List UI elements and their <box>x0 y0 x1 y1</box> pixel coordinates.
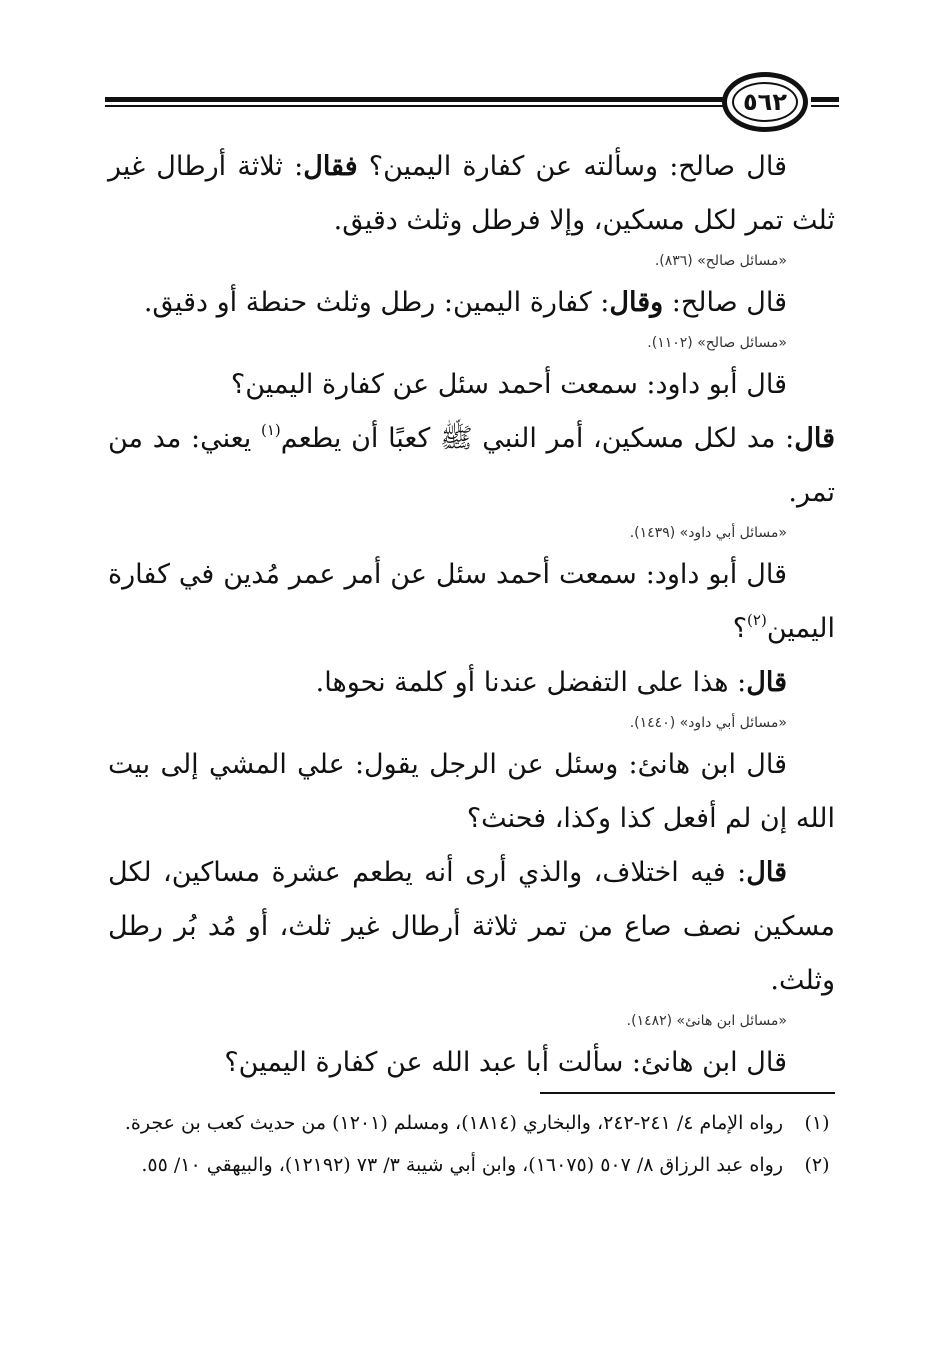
footnote-item <box>108 1104 835 1142</box>
footnote-number: (٢) <box>804 1154 830 1176</box>
footnote-ref[interactable]: (٢) <box>747 611 767 629</box>
source-citation: «مسائل صالح» (٨٣٦). <box>654 253 787 269</box>
page-header <box>105 72 845 134</box>
source-citation: «مسائل أبي داود» (١٤٤٠). <box>629 715 787 731</box>
footnote-item <box>108 1146 835 1184</box>
footnote-ref[interactable]: (١) <box>260 421 281 439</box>
paragraph-3: قال أبو داود: سمعت أحمد سئل عن كفارة اليمين؟ <box>230 369 787 400</box>
source-citation: «مسائل صالح» (١١٠٢). <box>647 335 787 351</box>
source-citation: «مسائل أبي داود» (١٤٣٩). <box>629 525 787 541</box>
header-rule <box>105 97 725 102</box>
footnote-text: رواه الإمام ٤/ ٢٤١-٢٤٢، والبخاري (١٨١٤)، ومسلم (١٢٠١) من حديث كعب بن عجرة. <box>124 1112 783 1134</box>
paragraph-1: قال صالح: وسألته عن كفارة اليمين؟ فقال: ثلاثة أرطال غير ثلث تمر لكل مسكين، وإلا فرطل وثلث دقيق. <box>108 151 835 236</box>
page-number: ٥٦٢ <box>743 88 787 116</box>
footnotes <box>108 1104 835 1188</box>
paragraph-9: قال ابن هانئ: سألت أبا عبد الله عن كفارة اليمين؟ <box>224 1047 787 1078</box>
footnote-number: (١) <box>804 1112 830 1134</box>
header-rule-thin <box>105 105 725 107</box>
header-rule-right <box>811 97 839 102</box>
paragraph-4: قال: مد لكل مسكين، أمر النبي ﷺ كعبًا أن يطعم$^{(١)}$ يعني: مد من تمر. <box>108 421 836 508</box>
footnote-divider <box>540 1092 835 1094</box>
paragraph-8: قال: فيه اختلاف، والذي أرى أنه يطعم عشرة مساكين، لكل مسكين نصف صاع من تمر ثلاثة أرطال غير ثلث، أو مُد بُر رطل وثلث. <box>108 857 835 996</box>
source-citation: «مسائل ابن هانئ» (١٤٨٢). <box>626 1013 787 1029</box>
main-text <box>108 140 835 1090</box>
footnote-text: رواه عبد الرزاق ٨/ ٥٠٧ (١٦٠٧٥)، وابن أبي شيبة ٣/ ٧٣ (١٢١٩٢)، والبيهقي ١٠/ ٥٥. <box>141 1154 783 1176</box>
paragraph-6: قال: هذا على التفضل عندنا أو كلمة نحوها. <box>315 667 787 698</box>
page-number-badge <box>722 72 808 132</box>
header-rule-right-thin <box>811 105 839 107</box>
paragraph-7: قال ابن هانئ: وسئل عن الرجل يقول: علي المشي إلى بيت الله إن لم أفعل كذا وكذا، فحنث؟ <box>108 749 835 834</box>
paragraph-5: قال أبو داود: سمعت أحمد سئل عن أمر عمر مُدين في كفارة اليمين$^{(٢)}$؟ <box>108 559 835 644</box>
paragraph-2: قال صالح: وقال: كفارة اليمين: رطل وثلث حنطة أو دقيق. <box>143 287 787 318</box>
